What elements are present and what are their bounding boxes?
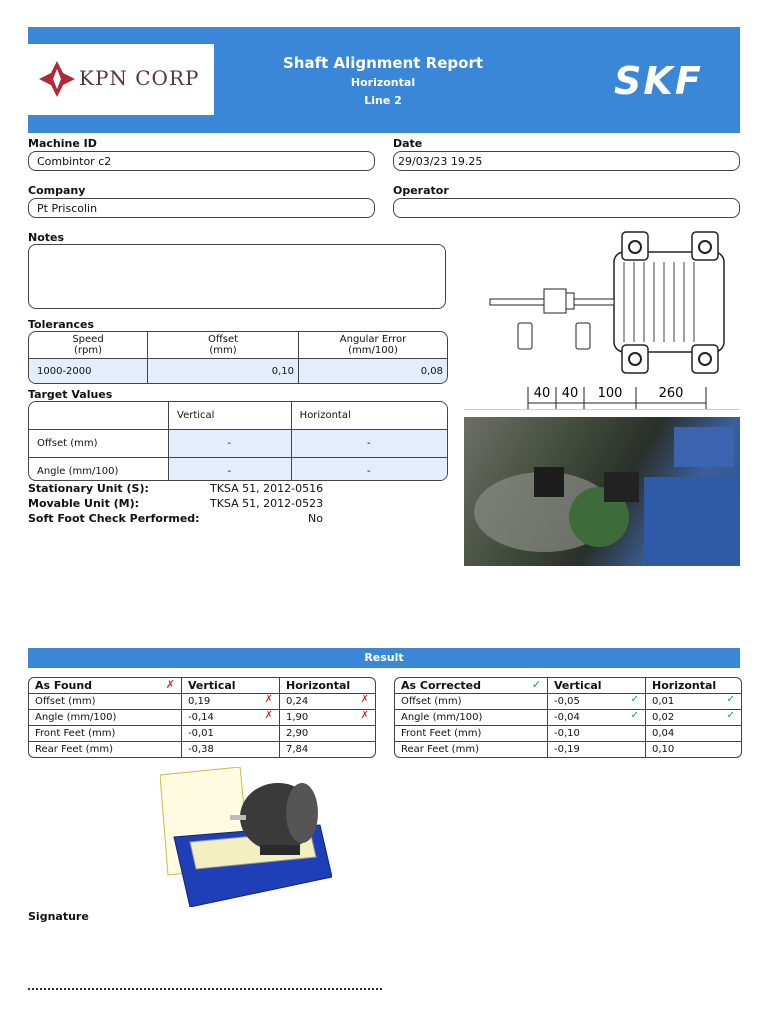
row-label: Front Feet (mm) [395,725,548,741]
target-row-label: Offset (mm) [29,429,169,457]
machine-id-field[interactable]: Combintor c2 [28,151,375,171]
cross-icon: ✗ [264,710,273,721]
result-bar: Result [28,648,740,668]
report-header [28,27,740,133]
motor-illustration [160,767,332,907]
target-col-vertical: Vertical [169,402,292,429]
col-vertical: Vertical [182,678,280,693]
check-icon: ✓ [726,710,735,721]
report-subtitle: Horizontal [350,76,416,89]
col-horizontal: Horizontal [286,679,351,692]
cell-value: 7,84 [280,741,375,757]
tol-header-angle: Angular Error (mm/100) [339,334,407,356]
cross-icon: ✗ [264,694,273,705]
target-cell: - [292,429,447,457]
kpn-logo-icon [37,59,77,99]
cell-value: -0,01 [182,725,280,741]
cell-value: 0,04 [646,725,741,741]
row-label: Angle (mm/100) [395,709,548,725]
machine-photo [464,417,740,566]
cell-value: 0,19 ✗ [182,693,280,709]
dim-label: 40 [533,386,551,401]
movable-label: Movable Unit (M): [28,497,140,510]
date-label: Date [393,137,423,150]
cell-value: 1,90 ✗ [280,709,375,725]
motor-icon [160,767,332,907]
notes-label: Notes [28,231,65,244]
cell-value: -0,14 ✗ [182,709,280,725]
target-cell: - [169,429,292,457]
cell-value: 2,90 [280,725,375,741]
check-icon: ✓ [630,694,639,705]
cell-value: -0,04 ✓ [548,709,646,725]
cross-icon: ✗ [360,694,369,705]
date-field[interactable]: 29/03/23 19.25 [393,151,740,171]
cross-icon: ✗ [165,678,175,691]
cross-icon: ✗ [360,710,369,721]
as-corrected-table [394,677,742,758]
as-corrected-title: As Corrected ✓ [395,678,548,693]
signature-label: Signature [28,910,89,923]
check-icon: ✓ [630,710,639,721]
company-label: Company [28,184,86,197]
machine-id-label: Machine ID [28,137,97,150]
operator-label: Operator [393,184,449,197]
tol-offset-value: 0,10 [148,358,299,383]
cell-value: 0,24 ✗ [280,693,375,709]
cell-value: 0,10 [646,741,741,757]
signature-line[interactable] [28,988,382,990]
softfoot-value: No [308,512,323,525]
row-label: Offset (mm) [29,693,182,709]
cell-value: 0,01 ✓ [646,693,741,709]
cell-value: -0,19 [548,741,646,757]
row-label: Rear Feet (mm) [29,741,182,757]
stationary-value: TKSA 51, 2012-0516 [210,482,324,495]
machine-schematic-icon [464,227,740,409]
stationary-label: Stationary Unit (S): [28,482,149,495]
tolerances-table [28,331,448,384]
notes-field[interactable] [28,244,446,309]
tol-angle-value: 0,08 [299,358,447,383]
cell-value: -0,05 ✓ [548,693,646,709]
cell-value: 0,02 ✓ [646,709,741,725]
target-row-label: Angle (mm/100) [29,457,169,481]
softfoot-label: Soft Foot Check Performed: [28,512,200,525]
row-label: Offset (mm) [395,693,548,709]
row-label: Front Feet (mm) [29,725,182,741]
target-corner [29,402,169,429]
tolerances-label: Tolerances [28,318,95,331]
target-col-horizontal: Horizontal [299,410,351,421]
dim-label: 260 [658,386,684,401]
report-title: Shaft Alignment Report [282,54,484,72]
cell-value: -0,38 [182,741,280,757]
as-found-table [28,677,376,758]
company-field[interactable]: Pt Priscolin [28,198,375,218]
col-horizontal: Horizontal [652,679,717,692]
target-values-label: Target Values [28,388,113,401]
check-icon: ✓ [726,694,735,705]
movable-value: TKSA 51, 2012-0523 [210,497,324,510]
target-cell: - [292,457,447,481]
cell-value: -0,10 [548,725,646,741]
machine-diagram [464,227,740,410]
skf-logo: SKF [614,59,703,103]
dim-label: 100 [597,386,623,401]
target-values-table [28,401,448,481]
operator-field[interactable] [393,198,740,218]
target-cell: - [169,457,292,481]
company-logo [28,44,214,115]
row-label: Angle (mm/100) [29,709,182,725]
col-vertical: Vertical [548,678,646,693]
row-label: Rear Feet (mm) [395,741,548,757]
tol-header-speed: Speed (rpm) [29,332,148,358]
alignment-photo-icon [464,417,740,566]
tol-speed-value: 1000-2000 [29,358,148,383]
report-line: Line 2 [364,94,402,107]
check-icon: ✓ [531,678,541,691]
tol-header-offset: Offset (mm) [148,332,299,358]
company-logo-text: KPN CORP [79,66,200,90]
dim-label: 40 [561,386,579,401]
as-found-title: As Found ✗ [29,678,182,693]
